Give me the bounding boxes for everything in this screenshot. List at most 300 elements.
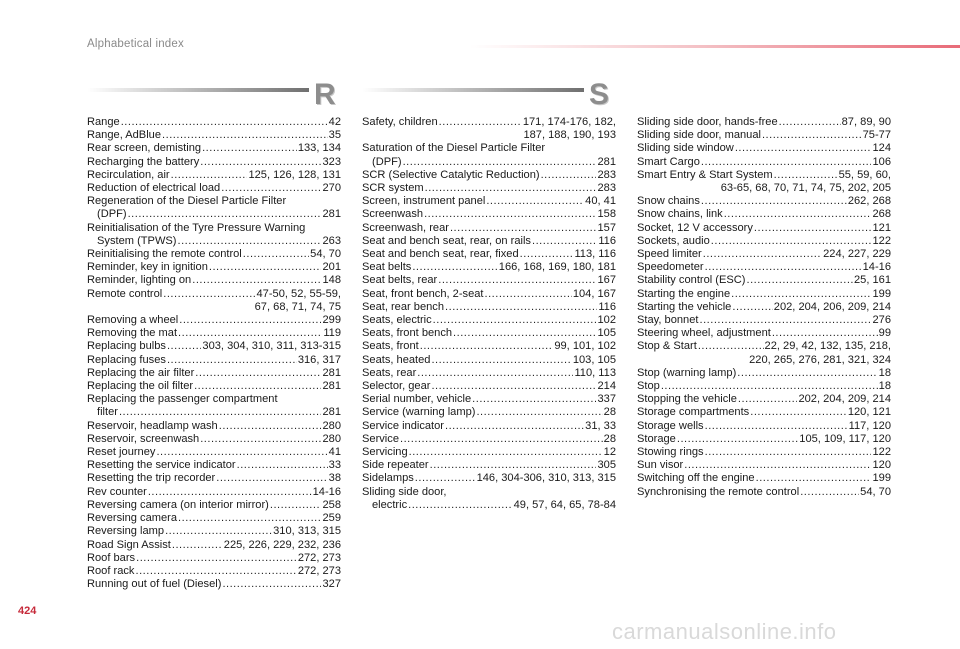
index-entry: [637, 274, 891, 287]
entry-pages: 40, 41: [585, 195, 616, 208]
entry-pages: 224, 227, 229: [823, 248, 891, 261]
entry-term: Range: [87, 116, 120, 128]
index-entry: [87, 512, 341, 525]
entry-pages: 106: [872, 155, 891, 168]
entry-pages: 122: [872, 234, 891, 247]
entry-term: Seat and bench seat, rear, fixed: [362, 248, 519, 261]
leader-dots: [705, 261, 862, 274]
entry-term: Sliding side door, manual: [637, 129, 761, 142]
entry-line: [362, 354, 616, 367]
section-letter-r: R: [314, 78, 336, 111]
entry-pages: 35: [328, 129, 341, 142]
index-entry: [362, 116, 616, 142]
entry-pages: 102: [597, 314, 616, 327]
leader-dots: [171, 169, 248, 182]
leader-dots: [412, 261, 497, 274]
index-entry: [87, 156, 341, 169]
entry-term: Removing a wheel: [87, 314, 179, 327]
leader-dots: [178, 327, 322, 340]
leader-dots: [136, 552, 297, 565]
entry-pages: 105, 109, 117, 120: [799, 432, 891, 445]
entry-term: Safety, children: [362, 116, 438, 128]
entry-term: Stability control (ESC): [637, 274, 746, 287]
entry-pages: 146, 304-306, 310, 313, 315: [476, 472, 616, 485]
leader-dots: [774, 169, 838, 182]
entry-term: Replacing the oil filter: [87, 380, 194, 393]
leader-dots: [735, 142, 872, 155]
index-entry: [637, 288, 891, 301]
index-entry: [637, 472, 891, 485]
entry-pages: 54, 70: [310, 248, 341, 261]
entry-term: Screen, instrument panel: [362, 195, 486, 208]
entry-line: [637, 169, 891, 182]
header-accent-bar: [470, 45, 960, 48]
leader-dots: [762, 129, 862, 142]
index-entry: [362, 380, 616, 393]
index-entry: [637, 486, 891, 499]
index-entry: [87, 446, 341, 459]
index-entry: [87, 274, 341, 287]
entry-pages: 167: [597, 274, 616, 287]
index-entry: [362, 195, 616, 208]
entry-line: [87, 274, 341, 287]
entry-pages: 303, 304, 310, 311, 313-315: [202, 340, 341, 353]
entry-term: Stop: [637, 380, 660, 393]
leader-dots: [172, 539, 223, 552]
index-entry: [637, 142, 891, 155]
index-entry: [362, 222, 616, 235]
index-entry: [362, 367, 616, 380]
entry-pages: 31, 33: [585, 419, 616, 432]
entry-line: [87, 116, 341, 129]
entry-term: Saturation of the Diesel Particle Filter: [362, 142, 546, 155]
index-entry: [637, 433, 891, 446]
entry-term: Sliding side door,: [362, 485, 447, 498]
entry-term: Synchronising the remote control: [637, 485, 800, 498]
entry-term: Seats, front: [362, 340, 419, 353]
entry-line: [87, 565, 341, 578]
leader-dots: [270, 499, 322, 512]
index-entry: [362, 274, 616, 287]
entry-pages: 122: [872, 446, 891, 459]
header-title: Alphabetical index: [87, 38, 184, 50]
entry-pages: 55, 59, 60,: [838, 168, 891, 181]
index-entry: [362, 142, 616, 168]
entry-line: [362, 499, 616, 512]
entry-term: Reminder, key in ignition: [87, 261, 208, 274]
entry-term: Reservoir, headlamp wash: [87, 419, 218, 432]
entry-line: [637, 380, 891, 393]
entry-pages: 42: [328, 116, 341, 128]
leader-dots: [200, 156, 321, 169]
entry-term: Resetting the trip recorder: [87, 472, 216, 485]
entry-pages: 110, 113: [574, 366, 616, 379]
entry-line: [87, 578, 341, 591]
entry-line: [637, 156, 891, 169]
leader-dots: [450, 222, 597, 235]
entry-line: [362, 261, 616, 274]
index-entry: [362, 486, 616, 512]
entry-pages: 28: [603, 432, 616, 445]
index-entry: [362, 406, 616, 419]
index-entry: [362, 327, 616, 340]
entry-term-continued: electric: [372, 498, 408, 511]
entry-line: [637, 367, 891, 380]
entry-pages: 283: [597, 182, 616, 195]
index-entry: [362, 288, 616, 301]
entry-line: [362, 367, 616, 380]
entry-pages: 116: [598, 234, 616, 247]
entry-term: Seats, rear: [362, 366, 417, 379]
index-entry: [362, 314, 616, 327]
leader-dots: [698, 340, 764, 353]
entry-term: Removing the mat: [87, 327, 178, 340]
entry-pages: 116: [598, 300, 616, 313]
leader-dots: [430, 459, 597, 472]
leader-dots: [754, 222, 872, 235]
entry-pages: 281: [322, 366, 341, 379]
entry-pages: 148: [322, 274, 341, 287]
leader-dots: [420, 340, 554, 353]
leader-dots: [445, 301, 597, 314]
entry-term: Smart Entry & Start System: [637, 168, 773, 181]
leader-dots: [731, 288, 871, 301]
entry-line: [637, 433, 891, 446]
index-column-3: [637, 116, 891, 499]
entry-line: [87, 235, 341, 248]
entry-term: Road Sign Assist: [87, 538, 171, 551]
index-entry: [637, 208, 891, 221]
index-entry: [87, 222, 341, 248]
index-entry: [87, 314, 341, 327]
entry-line: [87, 433, 341, 446]
entry-term: Smart Cargo: [637, 155, 700, 168]
leader-dots: [732, 301, 772, 314]
index-entry: [87, 288, 341, 314]
index-entry: [87, 142, 341, 155]
leader-dots: [747, 274, 853, 287]
leader-dots: [202, 142, 297, 155]
leader-dots: [750, 406, 847, 419]
entry-pages: 47-50, 52, 55-59,: [256, 287, 341, 300]
leader-dots: [408, 499, 512, 512]
index-entry: [87, 565, 341, 578]
leader-dots: [216, 472, 327, 485]
entry-pages: 105: [597, 327, 616, 340]
leader-dots: [486, 195, 584, 208]
entry-pages: 281: [322, 380, 341, 393]
entry-pages: 22, 29, 42, 132, 135, 218,: [764, 340, 891, 353]
entry-pages: 117, 120: [848, 419, 891, 432]
entry-pages: 199: [872, 472, 891, 485]
index-entry: [637, 406, 891, 419]
entry-pages: 270: [322, 182, 341, 195]
entry-pages: 38: [328, 472, 341, 485]
entry-pages: 258: [322, 498, 341, 511]
leader-dots: [800, 486, 859, 499]
index-entry: [87, 552, 341, 565]
entry-line: [87, 208, 341, 221]
entry-pages: 120, 121: [847, 406, 891, 419]
leader-dots: [415, 472, 476, 485]
entry-term: Roof rack: [87, 564, 135, 577]
entry-line: [637, 288, 891, 301]
entry-pages: 272, 273: [297, 551, 341, 564]
entry-term: Reservoir, screenwash: [87, 432, 200, 445]
entry-term: Resetting the service indicator: [87, 459, 236, 472]
entry-line: [362, 288, 616, 301]
entry-pages: 202, 204, 209, 214: [798, 393, 891, 406]
entry-pages: 263: [322, 234, 341, 247]
entry-term: Stay, bonnet: [637, 314, 699, 327]
index-entry: [637, 156, 891, 169]
index-entry: [87, 129, 341, 142]
entry-term: Seats, front bench: [362, 327, 453, 340]
leader-dots: [541, 169, 597, 182]
index-entry: [362, 169, 616, 182]
entry-term-continued: (DPF): [372, 155, 402, 168]
entry-term: Storage: [637, 432, 676, 445]
entry-term: Reminder, lighting on: [87, 274, 192, 287]
index-entry: [87, 380, 341, 393]
entry-term: Reversing lamp: [87, 525, 165, 538]
leader-dots: [705, 420, 848, 433]
leader-dots: [222, 578, 321, 591]
index-entry: [87, 195, 341, 221]
entry-line: [637, 116, 891, 129]
entry-term: Screenwash, rear: [362, 221, 449, 234]
entry-line: [87, 288, 341, 301]
index-entry: [637, 195, 891, 208]
entry-term: Reduction of electrical load: [87, 182, 221, 195]
leader-dots: [163, 288, 255, 301]
entry-line: [637, 446, 891, 459]
leader-dots: [772, 327, 878, 340]
entry-line: [87, 499, 341, 512]
entry-pages: 41: [328, 446, 341, 459]
entry-line: [637, 129, 891, 142]
entry-line: [87, 552, 341, 565]
entry-pages: 166, 168, 169, 180, 181: [498, 261, 616, 274]
leader-dots: [162, 129, 328, 142]
entry-line: [87, 169, 341, 182]
entry-term: Snow chains, link: [637, 208, 723, 221]
index-entry: [362, 393, 616, 406]
leader-dots: [453, 327, 596, 340]
index-entry: [87, 499, 341, 512]
leader-dots: [532, 235, 597, 248]
entry-line: [362, 274, 616, 287]
entry-pages: 281: [322, 406, 341, 419]
entry-term: Stopping the vehicle: [637, 393, 737, 406]
entry-term: SCR (Selective Catalytic Reduction): [362, 168, 540, 181]
index-entry: [362, 472, 616, 485]
entry-term: Seat belts, rear: [362, 274, 438, 287]
entry-term: Stowing rings: [637, 446, 704, 459]
entry-term: Seat belts: [362, 261, 412, 274]
entry-pages: 299: [322, 314, 341, 327]
leader-dots: [165, 525, 272, 538]
leader-dots: [705, 446, 872, 459]
index-entry: [87, 393, 341, 419]
entry-line: [637, 274, 891, 287]
index-entry: [362, 459, 616, 472]
index-entry: [637, 129, 891, 142]
leader-dots: [167, 340, 201, 353]
entry-term: Replacing bulbs: [87, 340, 166, 353]
leader-dots: [425, 182, 597, 195]
leader-dots: [661, 380, 878, 393]
entry-line: [362, 248, 616, 261]
entry-line: [362, 420, 616, 433]
leader-dots: [684, 459, 871, 472]
entry-line: [362, 195, 616, 208]
leader-dots: [738, 393, 798, 406]
entry-line: [637, 208, 891, 221]
entry-term-continued: (DPF): [97, 208, 127, 221]
entry-line: [637, 406, 891, 419]
entry-term: Seats, heated: [362, 353, 431, 366]
entry-term: Speedometer: [637, 261, 704, 274]
entry-pages-continued: 187, 188, 190, 193: [523, 129, 616, 142]
entry-pages: 87, 89, 90: [841, 116, 891, 128]
leader-dots: [472, 393, 596, 406]
entry-pages: 14-16: [312, 485, 341, 498]
entry-line: [362, 314, 616, 327]
entry-line: [87, 525, 341, 538]
index-entry: [87, 525, 341, 538]
leader-dots: [476, 406, 602, 419]
leader-dots: [403, 156, 597, 169]
entry-line: [637, 459, 891, 472]
leader-dots: [711, 235, 872, 248]
entry-term: Sliding side door, hands-free: [637, 116, 778, 128]
entry-line: [362, 182, 616, 195]
entry-line: [637, 472, 891, 485]
entry-line: [362, 156, 616, 169]
entry-line: [637, 248, 891, 261]
entry-term: Seat, rear bench: [362, 300, 445, 313]
entry-term: Recirculation, air: [87, 168, 170, 181]
entry-pages: 327: [322, 578, 341, 591]
entry-term: Range, AdBlue: [87, 129, 162, 142]
entry-term: Seats, electric: [362, 314, 432, 327]
leader-dots: [703, 248, 822, 261]
entry-line: [637, 301, 891, 314]
entry-line: [87, 314, 341, 327]
entry-pages: 225, 226, 229, 232, 236: [223, 538, 341, 551]
entry-term: Reinitialising the remote control: [87, 248, 242, 261]
entry-term: Sockets, audio: [637, 234, 710, 247]
leader-dots: [520, 248, 574, 261]
index-entry: [637, 222, 891, 235]
entry-line: [87, 129, 341, 142]
leader-dots: [724, 208, 872, 221]
leader-dots: [431, 380, 596, 393]
entry-term: Steering wheel, adjustment: [637, 327, 771, 340]
entry-pages: 18: [878, 380, 891, 393]
index-entry: [637, 459, 891, 472]
entry-pages: 310, 313, 315: [273, 525, 341, 538]
entry-term: Regeneration of the Diesel Particle Filter: [87, 195, 287, 208]
leader-dots: [400, 433, 603, 446]
leader-dots: [439, 116, 522, 129]
entry-line: [637, 195, 891, 208]
index-entry: [637, 314, 891, 327]
index-entry: [87, 433, 341, 446]
entry-line: [87, 472, 341, 485]
entry-term: Starting the vehicle: [637, 300, 732, 313]
entry-term: Sidelamps: [362, 472, 414, 485]
entry-term-continued: filter: [97, 406, 118, 419]
entry-pages: 276: [872, 314, 891, 327]
leader-dots: [417, 367, 573, 380]
leader-dots: [167, 354, 297, 367]
entry-pages: 281: [597, 155, 616, 168]
entry-line: [637, 235, 891, 248]
entry-line: [87, 380, 341, 393]
entry-term: Roof bars: [87, 551, 136, 564]
index-entry: [362, 182, 616, 195]
index-entry: [87, 459, 341, 472]
entry-term: Stop (warning lamp): [637, 366, 737, 379]
index-entry: [362, 208, 616, 221]
entry-line: [87, 142, 341, 155]
entry-line: [362, 169, 616, 182]
entry-line: [87, 182, 341, 195]
entry-term: Storage wells: [637, 419, 704, 432]
entry-pages: 119: [323, 327, 341, 340]
index-entry: [87, 486, 341, 499]
entry-line: [362, 472, 616, 485]
entry-term: Serial number, vehicle: [362, 393, 472, 406]
leader-dots: [156, 446, 327, 459]
entry-pages: 280: [322, 419, 341, 432]
index-entry: [362, 248, 616, 261]
entry-term: Seat and bench seat, rear, on rails: [362, 234, 531, 247]
entry-term: Seat, front bench, 2-seat: [362, 287, 484, 300]
leader-dots: [424, 208, 596, 221]
entry-line: [637, 142, 891, 155]
leader-dots: [779, 116, 841, 129]
section-rule-s: [362, 88, 584, 92]
leader-dots: [200, 433, 321, 446]
leader-dots: [128, 208, 322, 221]
entry-pages: 120: [872, 459, 891, 472]
index-entry: [87, 248, 341, 261]
entry-line: [87, 340, 341, 353]
entry-pages: 280: [322, 432, 341, 445]
entry-pages: 103, 105: [572, 353, 616, 366]
entry-term: Selector, gear: [362, 380, 431, 393]
entry-term: Rev counter: [87, 485, 147, 498]
entry-pages: 259: [322, 512, 341, 525]
entry-line: [637, 393, 891, 406]
entry-term: Screenwash: [362, 208, 424, 221]
index-entry: [637, 420, 891, 433]
entry-term: Storage compartments: [637, 406, 750, 419]
entry-pages: 12: [603, 446, 616, 459]
entry-term: Reversing camera (on interior mirror): [87, 498, 269, 511]
leader-dots: [221, 182, 321, 195]
entry-pages: 316, 317: [297, 353, 341, 366]
index-entry: [362, 235, 616, 248]
entry-term: Snow chains: [637, 195, 700, 208]
entry-pages: 157: [597, 221, 616, 234]
index-entry: [637, 327, 891, 340]
watermark: carmanualsonline.info: [612, 619, 837, 644]
entry-pages: 262, 268: [847, 195, 891, 208]
